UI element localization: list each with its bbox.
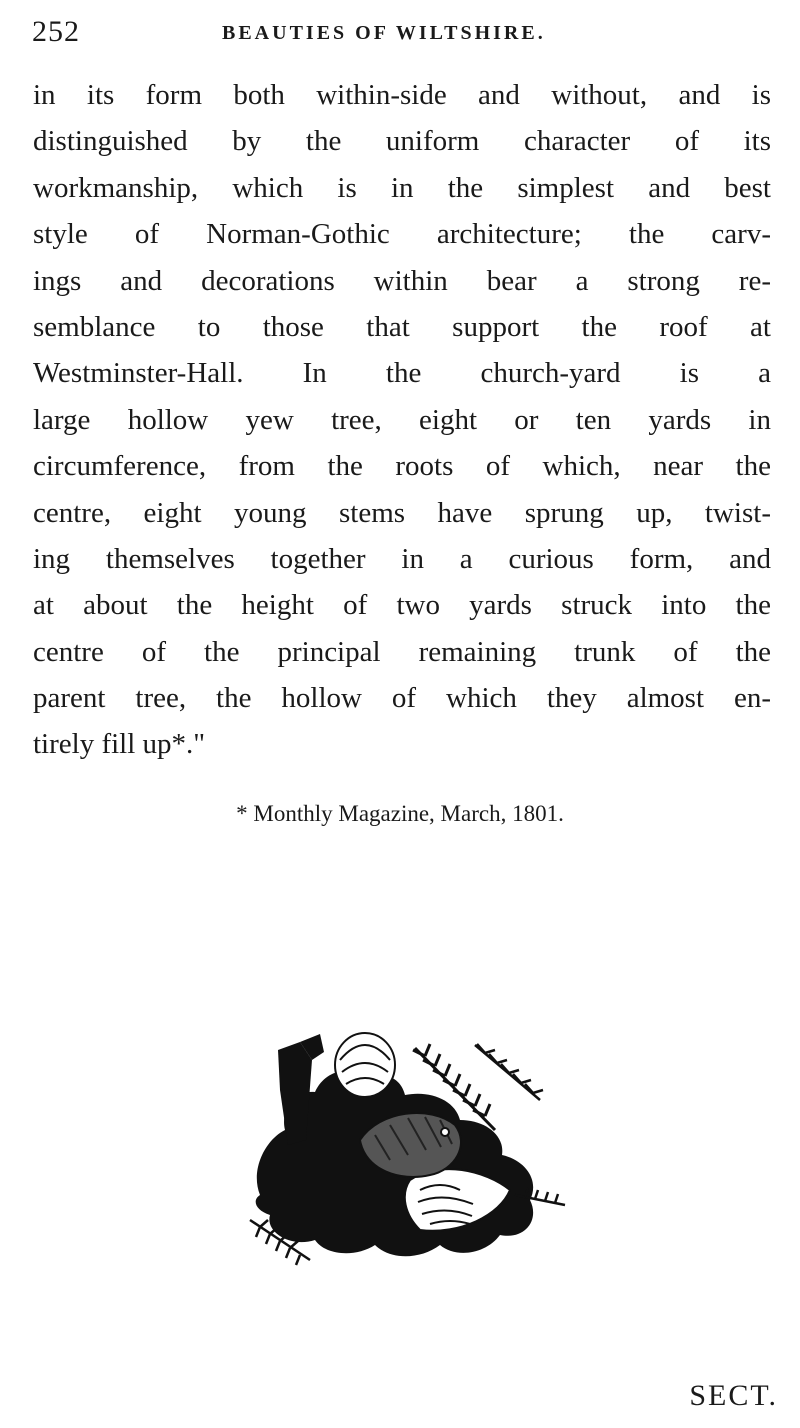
text-line-last: tirely fill up*." xyxy=(33,728,206,761)
text-line: workmanship, which is in the simplest and best xyxy=(33,171,771,204)
text-line: centre, eight young stems have sprung up, twist- xyxy=(33,496,771,529)
text-line: large hollow yew tree, eight or ten yards in xyxy=(33,403,771,436)
text-line: in its form both within-side and without, and is xyxy=(33,79,771,111)
catchword: SECT. xyxy=(689,1379,778,1412)
text-line: distinguished by the uniform character of its xyxy=(33,125,771,158)
footnote: * Monthly Magazine, March, 1801. xyxy=(236,801,564,826)
text-line: Westminster-Hall. In the church-yard is a xyxy=(33,357,771,390)
page-number: 252 xyxy=(32,15,80,48)
text-line: centre of the principal remaining trunk of the xyxy=(33,635,771,668)
text-line: ing themselves together in a curious form, and xyxy=(33,542,771,575)
body-text xyxy=(33,72,771,768)
text-line: at about the height of two yards struck into the xyxy=(33,589,771,622)
text-line: ings and decorations within bear a strong re- xyxy=(33,264,771,297)
running-head xyxy=(32,14,772,50)
text-line: parent tree, the hollow of which they almost en- xyxy=(33,682,771,715)
text-line: style of Norman-Gothic architecture; the carv- xyxy=(33,218,771,251)
text-line: semblance to those that support the roof at xyxy=(33,310,771,343)
running-title: BEAUTIES OF WILTSHIRE. xyxy=(222,22,546,44)
text-line: circumference, from the roots of which, near the xyxy=(33,450,771,483)
bird-in-foliage-vignette-icon xyxy=(240,1020,570,1270)
